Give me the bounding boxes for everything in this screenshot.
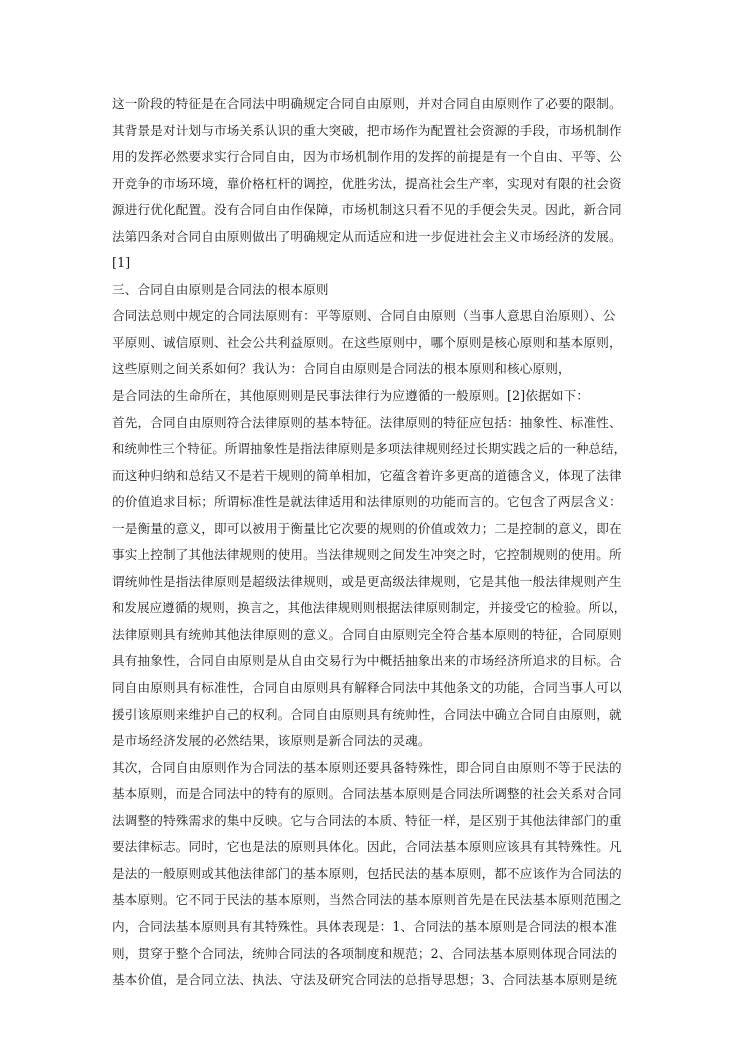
text-line: 首先，合同自由原则符合法律原则的基本特征。法律原则的特征应包括：抽象性、标准性、 — [112, 414, 622, 430]
text-line: 其次，合同自由原则作为合同法的基本原则还要具备特殊性，即合同自由原则不等于民法的 — [112, 759, 622, 775]
text-line: 和统帅性三个特征。所谓抽象性是指法律原则是多项法律规则经过长期实践之后的一种总结， — [112, 441, 627, 457]
text-line: 源进行优化配置。没有合同自由作保障，市场机制这只看不见的手便会失灵。因此，新合同 — [112, 202, 622, 218]
text-line: 平原则、诚信原则、社会公共利益原则。在这些原则中，哪个原则是核心原则和基本原则， — [112, 334, 622, 350]
text-line: 法律原则具有统帅其他法律原则的意义。合同自由原则完全符合基本原则的特征，合同原则 — [112, 626, 622, 642]
text-line: 法第四条对合同自由原则做出了明确规定从而适应和进一步促进社会主义市场经济的发展。 — [112, 228, 622, 244]
text-line: 其背景是对计划与市场关系认识的重大突破，把市场作为配置社会资源的手段，市场机制作 — [112, 122, 622, 138]
text-line: 则，贯穿于整个合同法，统帅合同法的各项制度和规范；2、合同法基本原则体现合同法的 — [112, 945, 618, 961]
text-line: 基本原则，而是合同法中的特有的原则。合同法基本原则是合同法所调整的社会关系对合同 — [112, 786, 622, 802]
text-line: 合同法总则中规定的合同法原则有：平等原则、合同自由原则（当事人意思自治原则）、公 — [112, 308, 616, 324]
text-line: 事实上控制了其他法律规则的使用。当法律规则之间发生冲突之时，它控制规则的使用。所 — [112, 547, 622, 563]
text-line: 的价值追求目标；所谓标准性是就法律适用和法律原则的功能而言的。它包含了两层含义： — [112, 494, 622, 510]
body-text — [112, 91, 634, 994]
citation-marker: [1] — [112, 255, 131, 271]
text-line: 同自由原则具有标准性，合同自由原则具有解释合同法中其他条文的功能，合同当事人可以 — [112, 680, 622, 696]
text-line: 是市场经济发展的必然结果，该原则是新合同法的灵魂。 — [112, 733, 431, 749]
text-line: 用的发挥必然要求实行合同自由，因为市场机制作用的发挥的前提是有一个自由、平等、公 — [112, 149, 622, 165]
text-line: 具有抽象性，合同自由原则是从自由交易行为中概括抽象出来的市场经济所追求的目标。合 — [112, 653, 622, 669]
text-line: 而这种归纳和总结又不是若干规则的简单相加，它蕴含着许多更高的道德含义，体现了法律 — [112, 467, 622, 483]
text-line: 一是衡量的意义，即可以被用于衡量比它次要的规则的价值或效力；二是控制的意义，即在 — [112, 520, 622, 536]
text-line: 是合同法的生命所在，其他原则则是民事法律行为应遵循的一般原则。[2]依据如下： — [112, 388, 590, 404]
text-line: 法调整的特殊需求的集中反映。它与合同法的本质、特征一样，是区别于其他法律部门的重 — [112, 812, 622, 828]
text-line: 这一阶段的特征是在合同法中明确规定合同自由原则，并对合同自由原则作了必要的限制。 — [112, 96, 622, 111]
text-line: 基本价值，是合同立法、执法、守法及研究合同法的总指导思想；3、合同法基本原则是统 — [112, 972, 618, 988]
text-line: 这些原则之间关系如何？我认为：合同自由原则是合同法的根本原则和核心原则， — [112, 361, 571, 377]
text-line: 是法的一般原则或其他法律部门的基本原则，包括民法的基本原则，都不应该作为合同法的 — [112, 865, 622, 881]
text-line: 援引该原则来维护自己的权利。合同自由原则具有统帅性，合同法中确立合同自由原则，就 — [112, 706, 622, 722]
section-heading: 三、合同自由原则是合同法的根本原则 — [112, 281, 329, 297]
text-line: 基本原则。它不同于民法的基本原则，当然合同法的基本原则首先是在民法基本原则范围之 — [112, 892, 622, 908]
text-line: 谓统帅性是指法律原则是超级法律规则，或是更高级法律规则，它是其他一般法律规则产生 — [112, 573, 622, 589]
text-line: 开竞争的市场环境，靠价格杠杆的调控，优胜劣汰，提高社会生产率，实现对有限的社会资 — [112, 175, 622, 191]
text-line: 和发展应遵循的规则，换言之，其他法律规则则根据法律原则制定，并接受它的检验。所以， — [112, 600, 627, 616]
text-line: 要法律标志。同时，它也是法的原则具体化。因此，合同法基本原则应该具有其特殊性。凡 — [112, 839, 622, 855]
text-line: 内，合同法基本原则具有其特殊性。具体表现是：1、合同法的基本原则是合同法的根本准 — [112, 918, 618, 934]
